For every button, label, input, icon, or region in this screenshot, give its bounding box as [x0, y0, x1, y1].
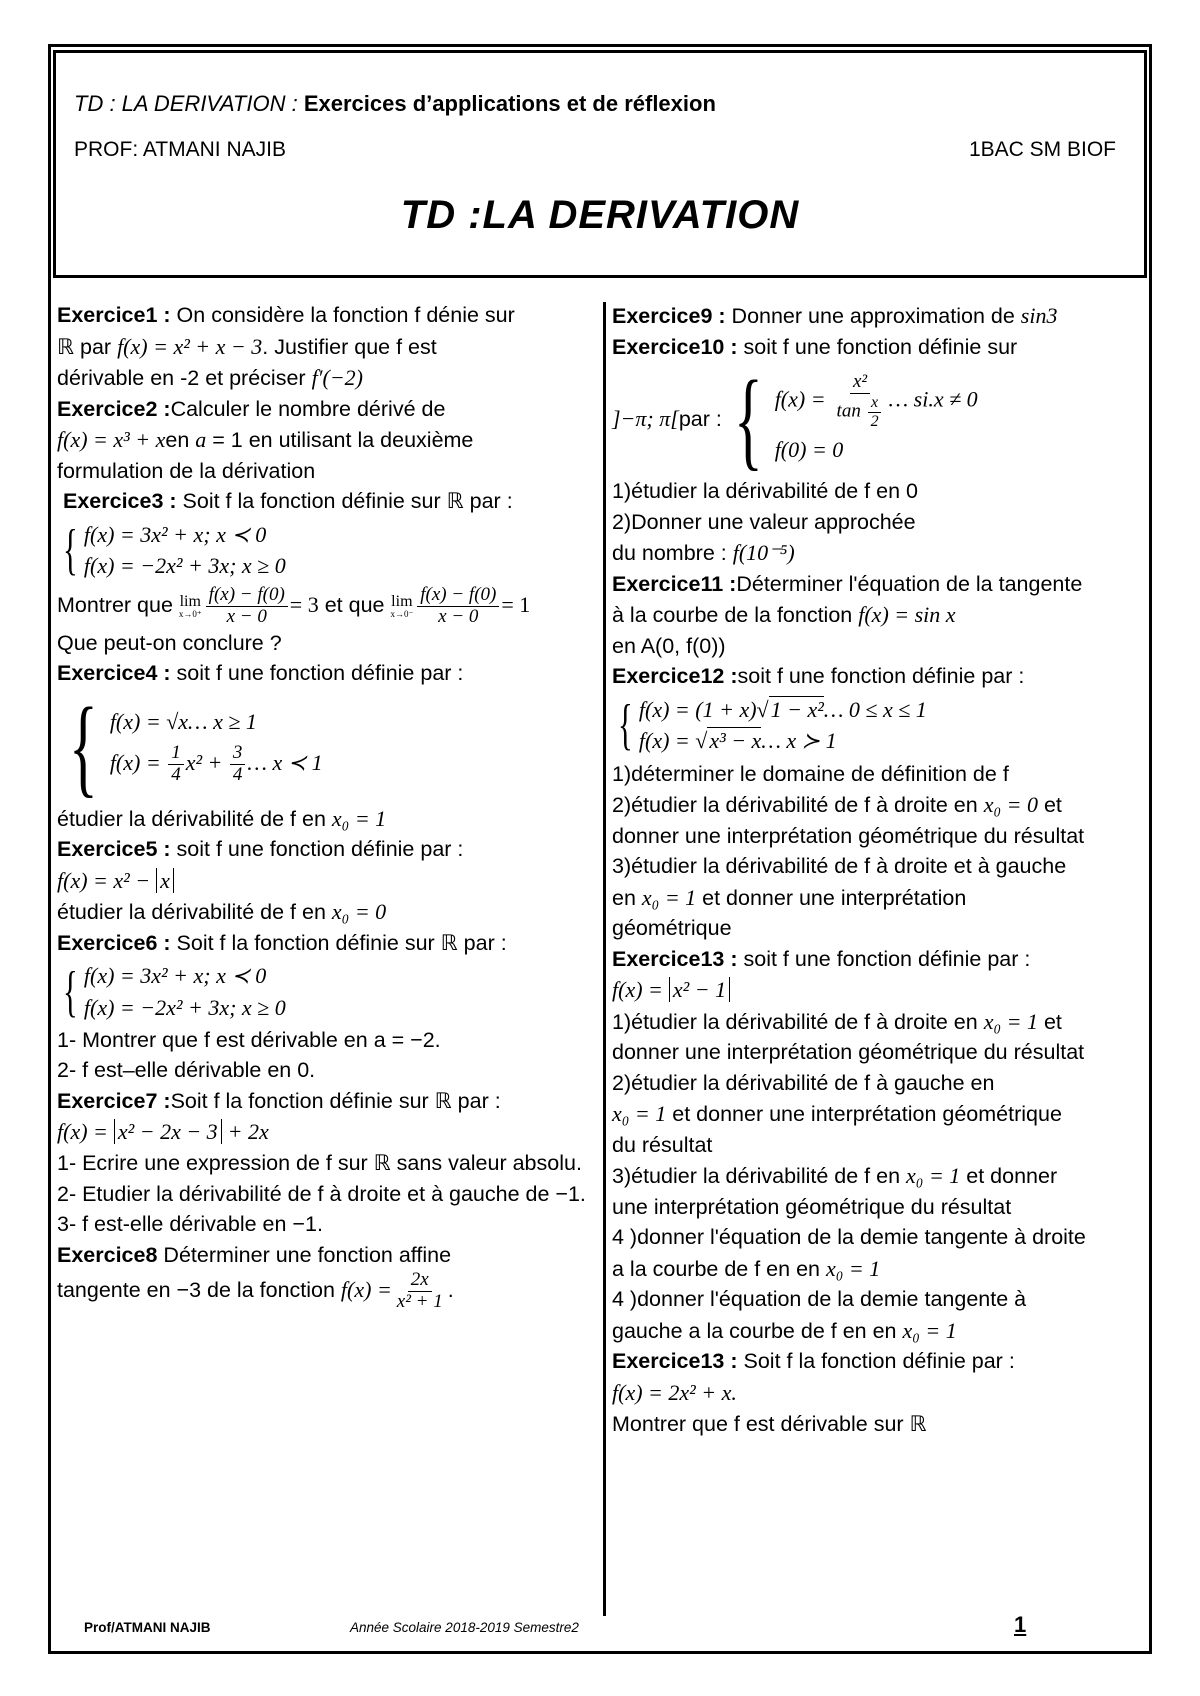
exercise-5: Exercice5 : soit f une fonction définie par : f(x) = x² − x étudier la dérivabilité de f en x₀ = 0 [57, 837, 464, 925]
footer-year: Année Scolaire 2018-2019 Semestre2 [350, 1620, 579, 1635]
exercise-10: Exercice10 : soit f une fonction définie sur ]−π; π[ par : { f(x) = x² tan $\frac{x}{2}$ … si.x ≠ 0 f(0) = 0 1)étudier la dérivabilité de f en 0 2)Donner une valeur approchée du nombre : f(10⁻⁵) [612, 334, 1018, 566]
exercise-11: Exercice11 :Déterminer l'équation de la tangente à la courbe de la fonction f(x) = sin x en A(0, f(0)) [612, 571, 1083, 658]
header-subtitle: TD : LA DERIVATION : Exercices d’applications et de réflexion [74, 91, 716, 116]
page-title: TD :LA DERIVATION [400, 193, 800, 237]
column-divider [603, 302, 606, 1616]
exercise-12: Exercice12 :soit f une fonction définie par : { f(x) = (1 + x)√1 − x²… 0 ≤ x ≤ 1 f(x) = √x³ − x… x ≻ 1 1)déterminer le domaine de définition de f 2)étudier la dérivabilité de f à droite en x₀ = 0 et donner une interprétation géométrique du résultat 3)étudier la dérivabilité de f à droite et à gauche en x₀ = 1 et donner une interprétation géométrique [612, 664, 1085, 941]
exercise-13b: Exercice13 : Soit f la fonction définie par : f(x) = 2x² + x. Montrer que f est dérivable sur ℝ [612, 1349, 1015, 1436]
left-column [57, 300, 597, 1313]
exercise-7: Exercice7 :Soit f la fonction définie sur ℝ par : f(x) = x² − 2x − 3 + 2x 1- Ecrire une expression de f sur ℝ sans valeur absolu. 2- Etudier la dérivabilité de f à droite et à gauche de −1. 3- f est-elle dérivable en −1. [57, 1088, 586, 1237]
exercise-9: Exercice9 : Donner une approximation de sin3 [612, 303, 1058, 328]
exercise-2: Exercice2 :Calculer le nombre dérivé de f(x) = x³ + xen a = 1 en utilisant la deuxième formulation de la dérivation [57, 396, 474, 483]
piecewise-system: { f(x) = 3x² + x; x ≺ 0 f(x) = −2x² + 3x; x ≥ 0 [63, 518, 286, 581]
exercise-6: Exercice6 : Soit f la fonction définie sur ℝ par : { f(x) = 3x² + x; x ≺ 0 f(x) = −2x² + 3x; x ≥ 0 1- Montrer que f est dérivable en a = −2. 2- f est–elle dérivable en 0. [57, 930, 507, 1083]
exercise-1: Exercice1 : On considère la fonction f dénie sur ℝ par f(x) = x² + x − 3. Justifier que f est dérivable en -2 et préciser f′(−2) [57, 303, 515, 391]
exercise-8: Exercice8 Déterminer une fonction affine tangente en −3 de la fonction f(x) = $\frac{2x}{\text{x² + 1}}$ . [57, 1242, 454, 1312]
exercise-13a: Exercice13 : soit f une fonction définie par : f(x) = x² − 1 1)étudier la dérivabilité de f à droite en x₀ = 1 et donner une interprétation géométrique du résultat 2)étudier la dérivabilité de f à gauche en x₀ = 1 et donner une interprétation géométrique du résultat 3)étudier la dérivabilité de f en x₀ = 1 et donner une interprétation géométrique du résultat 4 )donner l'équation de la demie tangente à droite a la courbe de f en en x₀ = 1 4 )donner l'équation de la demie tangente à gauche a la courbe de f en en x₀ = 1 [612, 946, 1086, 1343]
header-class: 1BAC SM BIOF [968, 138, 1116, 161]
exercise-3: Exercice3 : Soit f la fonction définie sur ℝ par : { f(x) = 3x² + x; x ≺ 0 f(x) = −2x² + 3x; x ≥ 0 Montrer que lim x→0⁺ $\frac{f(x) - f(0)}{x - 0}$ = 3 et que lim x→0⁻ $\frac{f(x) - f(0)}{x - 0}$ = 1 Que peut-on conclure ? [57, 486, 597, 658]
right-column [612, 300, 1157, 1439]
page-number: 1 [1014, 1612, 1027, 1637]
footer-author: Prof/ATMANI NAJIB [84, 1620, 211, 1635]
exercise-4: Exercice4 : soit f une fonction définie par : { f(x) = √x… x ≥ 1 f(x) = $\frac{1}{4}$ x² + $\frac{3}{4}$ … x ≺ 1 étudier la dérivabilité de f en x₀ = 1 [57, 661, 464, 831]
header-box [53, 50, 1147, 278]
header-prof: PROF: ATMANI NAJIB [74, 138, 286, 161]
